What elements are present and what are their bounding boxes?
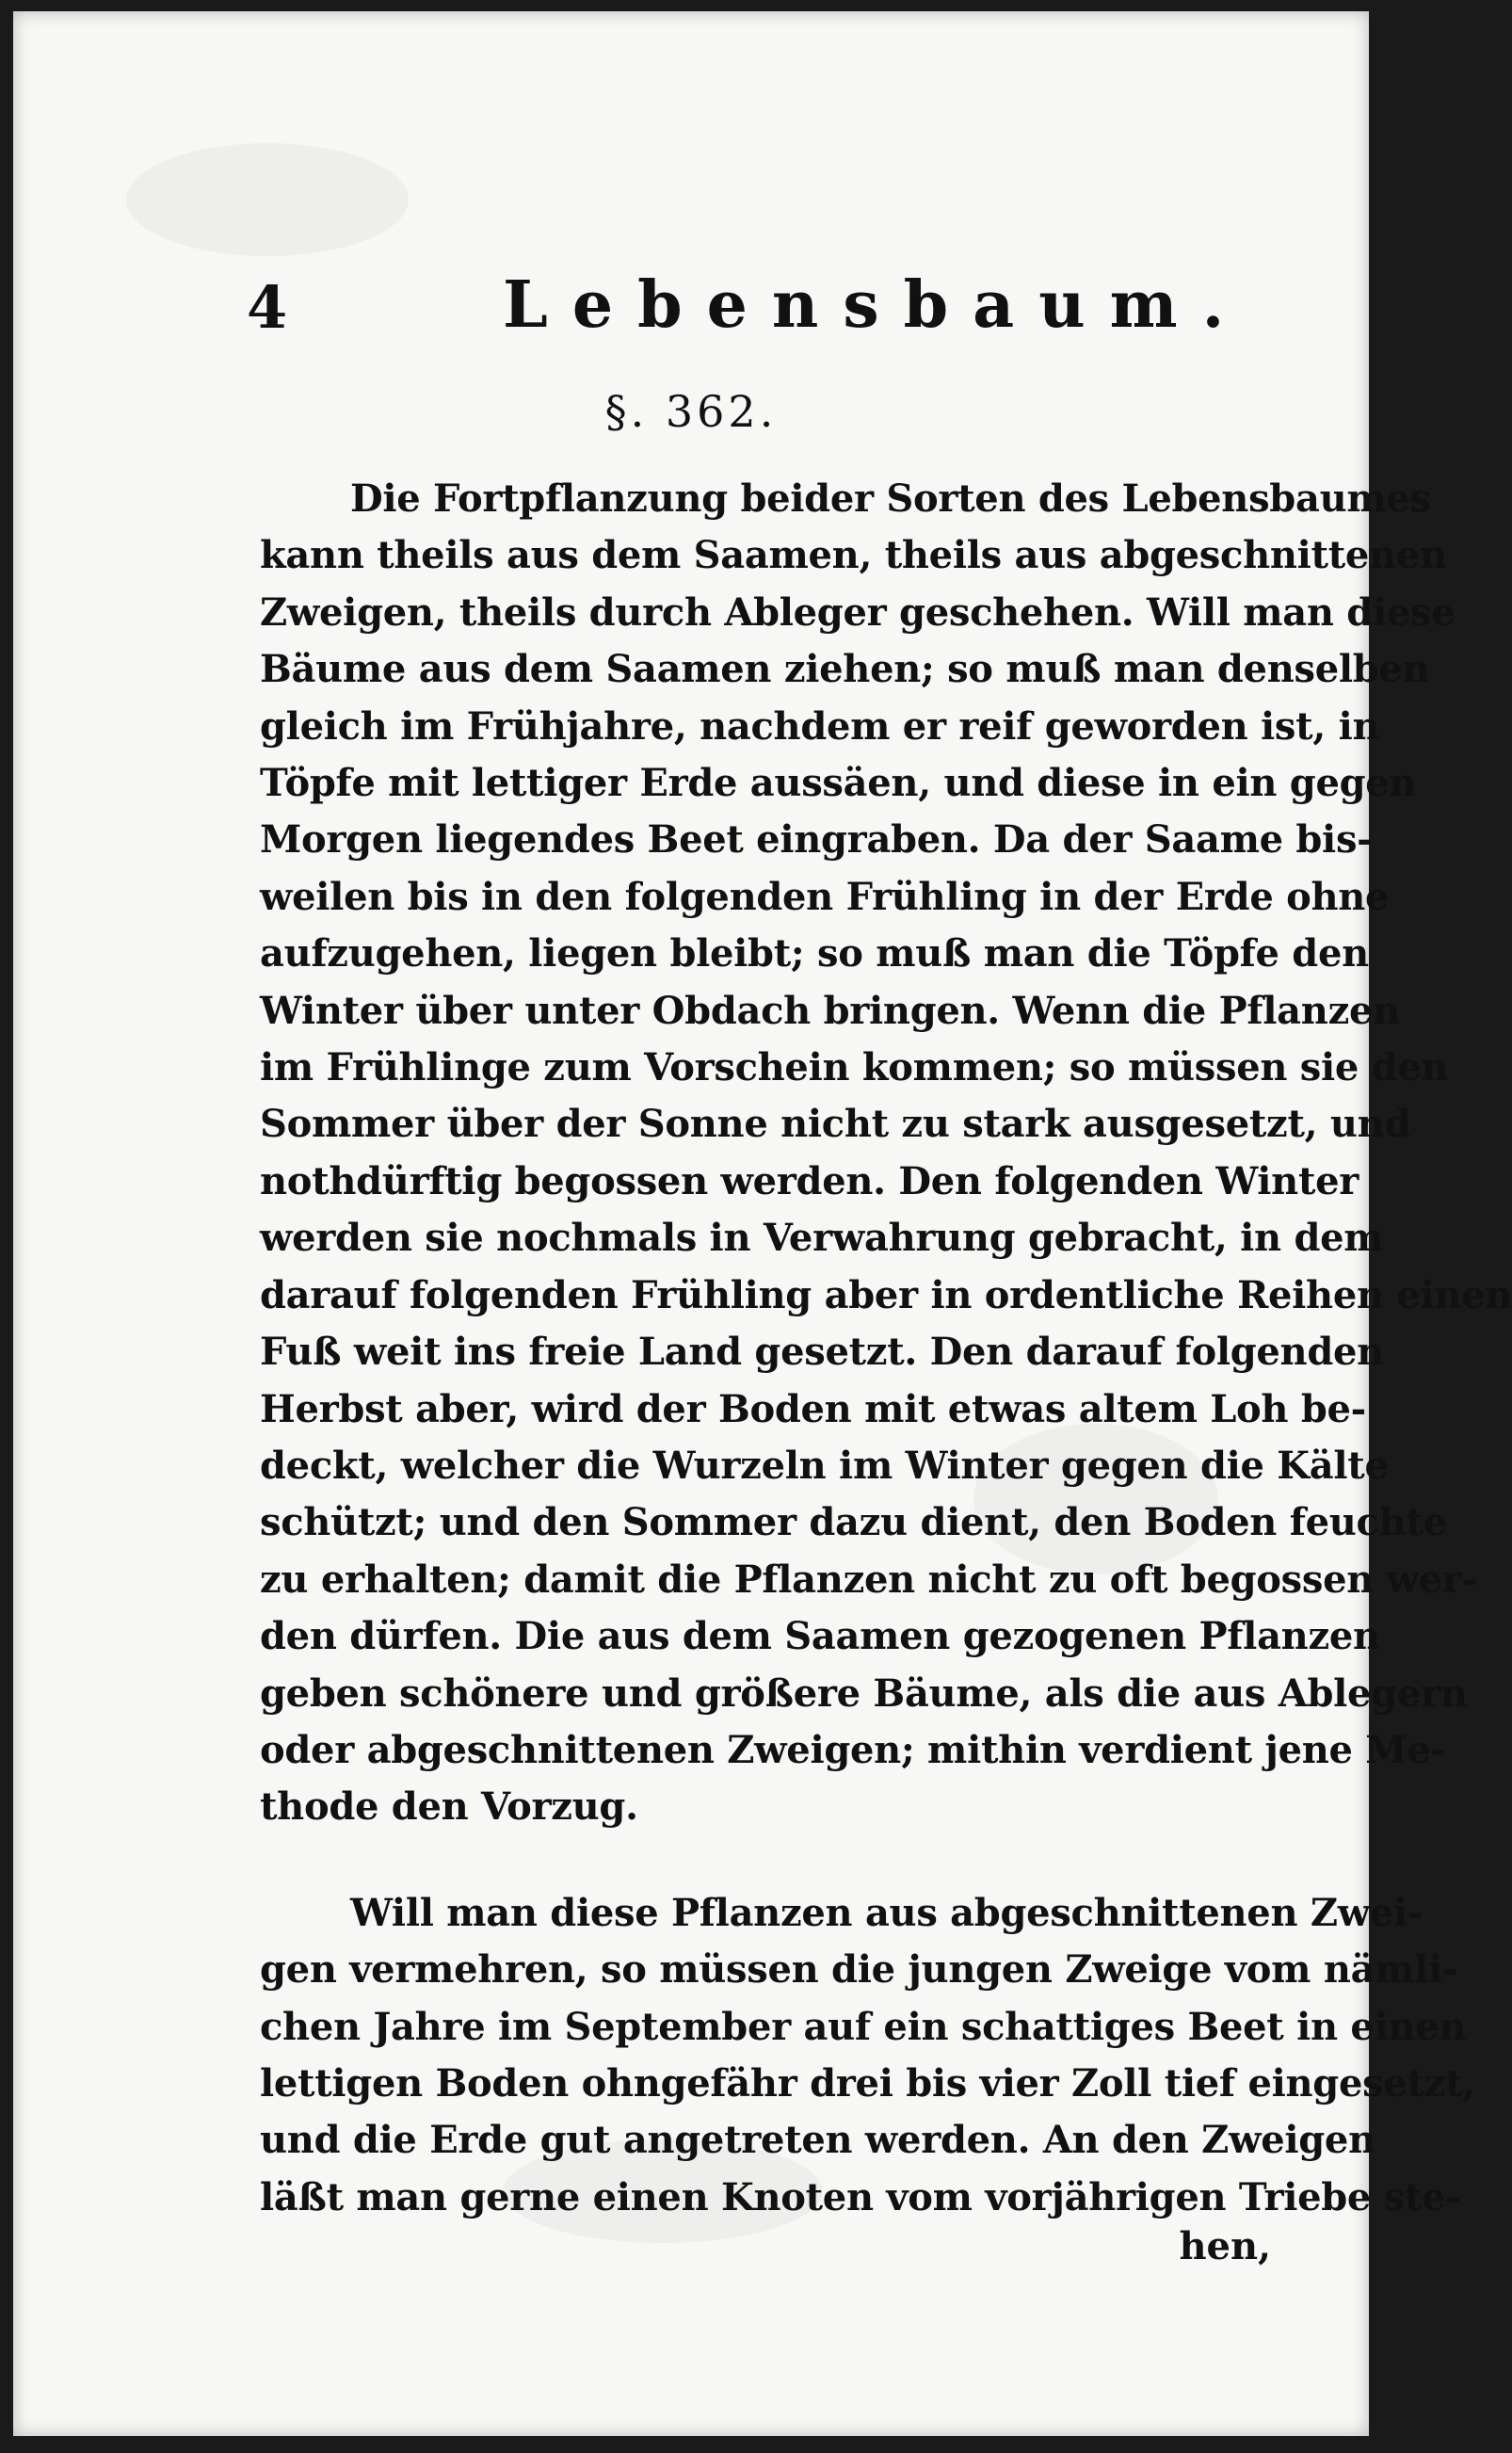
text-line: deckt, welcher die Wurzeln im Winter gegen die Kälte bbox=[260, 1443, 1389, 1488]
text-line: Zweigen, theils durch Ableger geschehen. Will man diese bbox=[260, 589, 1456, 635]
text-line: und die Erde gut angetreten werden. An den Zweigen bbox=[260, 2118, 1375, 2163]
running-head: Lebensbaum. bbox=[503, 267, 1249, 343]
text-line: chen Jahre im September auf ein schattiges Beet in einen bbox=[260, 2004, 1467, 2049]
paper-stain bbox=[126, 143, 409, 256]
book-page bbox=[13, 11, 1512, 2436]
text-line: aufzugehen, liegen bleibt; so muß man die Töpfe den bbox=[260, 931, 1369, 976]
text-line: weilen bis in den folgenden Frühling in der Erde ohne bbox=[260, 874, 1390, 919]
paragraph-1 bbox=[260, 471, 1512, 1836]
catchword: hen, bbox=[1179, 2224, 1271, 2268]
text-line: Töpfe mit lettiger Erde aussäen, und diese in ein gegen bbox=[260, 761, 1417, 806]
body-text bbox=[260, 471, 1512, 2226]
text-line: Will man diese Pflanzen aus abgeschnittenen Zwei- bbox=[350, 1890, 1424, 1935]
text-line: Winter über unter Obdach bringen. Wenn die Pflanzen bbox=[260, 988, 1400, 1033]
text-line: lettigen Boden ohngefähr drei bis vier Zoll tief eingesetzt, bbox=[260, 2060, 1475, 2106]
paragraph-2 bbox=[260, 1885, 1475, 2226]
text-line: geben schönere und größere Bäume, als die aus Ablegern bbox=[260, 1670, 1468, 1716]
text-line: Herbst aber, wird der Boden mit etwas altem Loh be- bbox=[260, 1386, 1366, 1431]
text-line: schützt; und den Sommer dazu dient, den Boden feuchte bbox=[260, 1500, 1447, 1545]
text-line: darauf folgenden Frühling aber in ordentliche Reihen einen bbox=[260, 1272, 1512, 1317]
section-number: §. 362. bbox=[604, 386, 778, 437]
text-line: thode den Vorzug. bbox=[260, 1784, 638, 1830]
text-line: Morgen liegendes Beet eingraben. Da der Saame bis- bbox=[260, 817, 1373, 863]
text-line: oder abgeschnittenen Zweigen; mithin verdient jene Me- bbox=[260, 1727, 1446, 1772]
text-line: werden sie nochmals in Verwahrung gebracht, in dem bbox=[260, 1216, 1384, 1261]
text-line: gleich im Frühjahre, nachdem er reif geworden ist, in bbox=[260, 703, 1380, 749]
text-line: gen vermehren, so müssen die jungen Zweige vom nämli- bbox=[260, 1947, 1458, 1993]
text-line: zu erhalten; damit die Pflanzen nicht zu oft begossen wer- bbox=[260, 1557, 1477, 1602]
page-header bbox=[13, 264, 1369, 348]
text-line: im Frühlinge zum Vorschein kommen; so müssen sie den bbox=[260, 1045, 1449, 1090]
text-line: Bäume aus dem Saamen ziehen; so muß man denselben bbox=[260, 647, 1430, 692]
text-line: den dürfen. Die aus dem Saamen gezogenen Pflanzen bbox=[260, 1614, 1380, 1659]
page-number: 4 bbox=[247, 273, 288, 342]
text-line: läßt man gerne einen Knoten vom vorjährigen Triebe ste- bbox=[260, 2174, 1461, 2219]
text-line: Die Fortpflanzung beider Sorten des Lebensbaumes bbox=[350, 476, 1431, 521]
text-line: Fuß weit ins freie Land gesetzt. Den darauf folgenden bbox=[260, 1330, 1384, 1375]
text-line: nothdürftig begossen werden. Den folgenden Winter bbox=[260, 1158, 1359, 1203]
text-line: kann theils aus dem Saamen, theils aus abgeschnittenen bbox=[260, 533, 1447, 578]
text-line: Sommer über der Sonne nicht zu stark ausgesetzt, und bbox=[260, 1102, 1411, 1147]
